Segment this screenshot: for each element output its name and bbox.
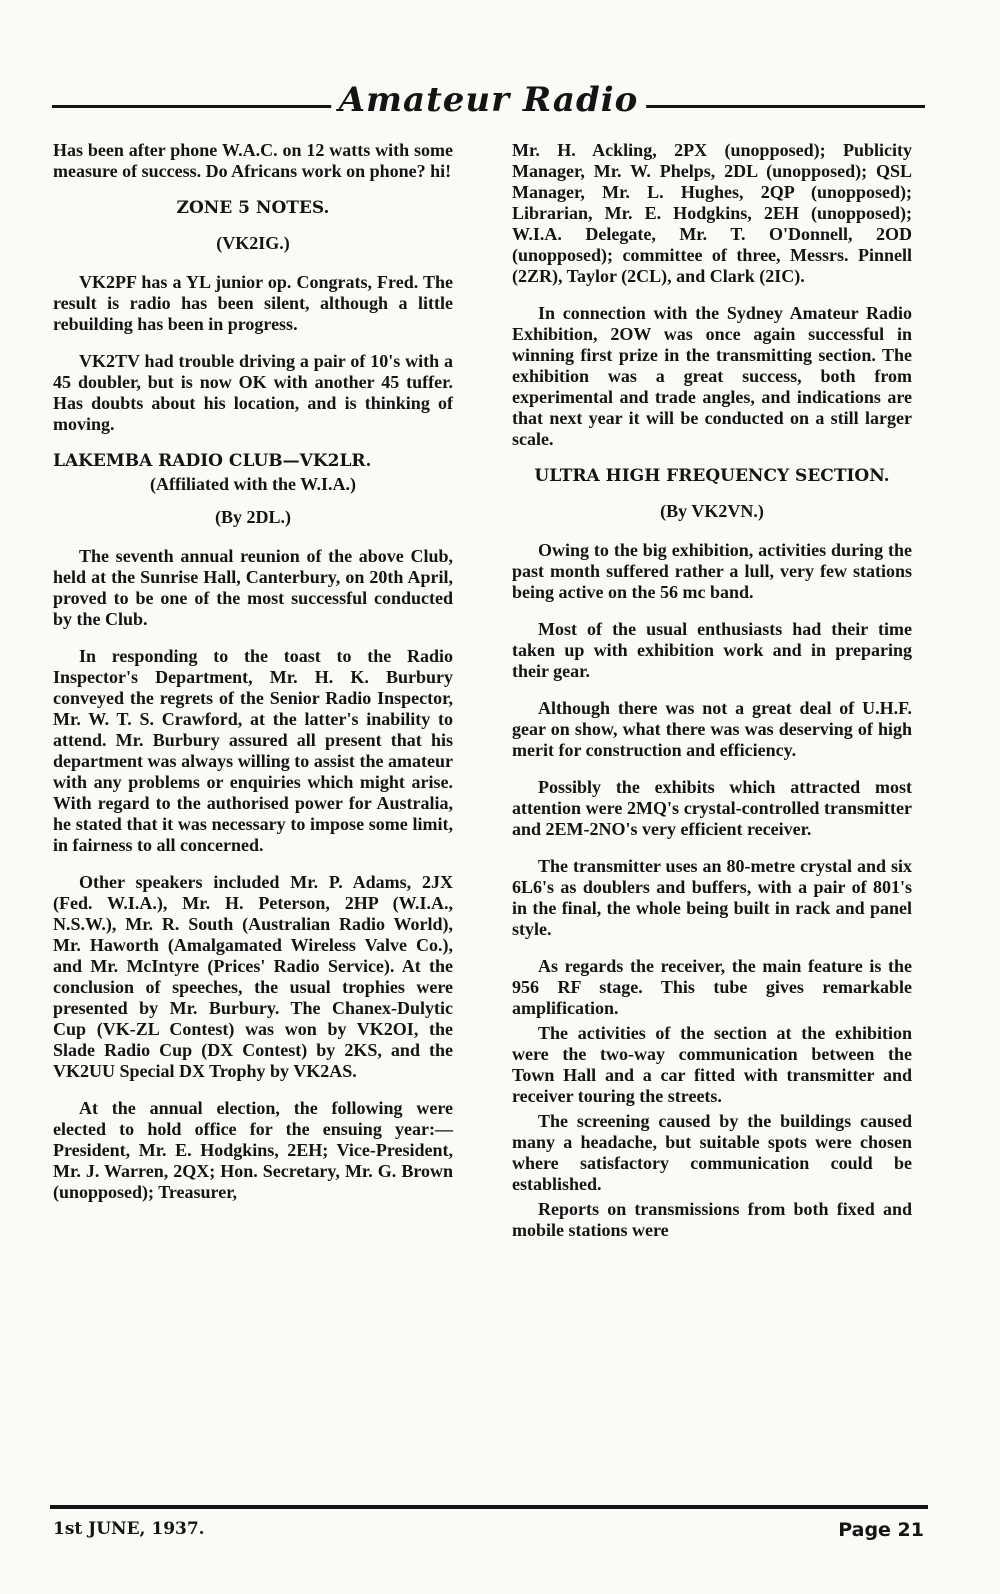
page-number: Page 21 xyxy=(838,1519,924,1541)
footer-rule xyxy=(50,1505,928,1509)
paragraph: Other speakers included Mr. P. Adams, 2JX (Fed. W.I.A.), Mr. H. Peterson, 2HP (W.I.A., N.S.W.), Mr. R. South (Australian Radio World), Mr. Haworth (Amalgamated Wireless Valve Co.), and Mr. McIntyre (Prices' Radio Service). At the conclusion of speeches, the usual trophies were presented by Mr. Burbury. The Chanex-Dulytic Cup (VK-ZL Contest) was won by VK2OI, the Slade Radio Cup (DX Contest) by 2KS, and the VK2UU Special DX Trophy by VK2AS. xyxy=(53,872,453,1081)
affiliation-note: (Affiliated with the W.I.A.) xyxy=(150,474,356,494)
paragraph: At the annual election, the following were elected to hold office for the ensuing year:—President, Mr. E. Hodgkins, 2EH; Vice-President, Mr. J. Warren, 2QX; Hon. Secretary, Mr. G. Brown (unopposed); Treasurer, xyxy=(53,1098,453,1202)
paragraph: Possibly the exhibits which attracted most attention were 2MQ's crystal-controlled transmitter and 2EM-2NO's very efficient receiver. xyxy=(512,777,912,839)
paragraph: Although there was not a great deal of U.H.F. gear on show, what there was was deserving of high merit for construction and efficiency. xyxy=(512,698,912,760)
masthead-title: Amateur Radio xyxy=(331,78,647,122)
paragraph: Has been after phone W.A.C. on 12 watts with some measure of success. Do Africans work on phone? hi! xyxy=(53,140,453,181)
paragraph: In responding to the toast to the Radio Inspector's Department, Mr. H. K. Burbury conveyed the regrets of the Senior Radio Inspector, Mr. W. T. S. Crawford, at the latter's inability to attend. Mr. Burbury assured all present that his department was always willing to assist the amateur with any problems or enquiries which might arise. With regard to the authorised power for Australia, he stated that it was necessary to impose some limit, in fairness to all concerned. xyxy=(53,646,453,855)
paragraph: The screening caused by the buildings caused many a headache, but suitable spots were chosen where satisfactory communication could be established. xyxy=(512,1111,912,1194)
masthead xyxy=(52,78,925,128)
paragraph: VK2PF has a YL junior op. Congrats, Fred. The result is radio has been silent, although a little rebuilding has been in progress. xyxy=(53,272,453,334)
paragraph: In connection with the Sydney Amateur Radio Exhibition, 2OW was once again successful in winning first prize in the transmitting section. The exhibition was a great success, both from experimental and trade angles, and indications are that next year it will be conducted on a still larger scale. xyxy=(512,303,912,449)
paragraph: As regards the receiver, the main feature is the 956 RF stage. This tube gives remarkable amplification. xyxy=(512,956,912,1018)
issue-date: 1st JUNE, 1937. xyxy=(53,1519,205,1539)
paragraph: Mr. H. Ackling, 2PX (unopposed); Publicity Manager, Mr. W. Phelps, 2DL (unopposed); QSL Manager, Mr. L. Hughes, 2QP (unopposed); Librarian, Mr. E. Hodgkins, 2EH (unopposed); W.I.A. Delegate, Mr. T. O'Donnell, 2OD (unopposed); committee of three, Messrs. Pinnell (2ZR), Taylor (2CL), and Clark (2IC). xyxy=(512,140,912,286)
byline: (VK2IG.) xyxy=(216,233,290,253)
byline: (By 2DL.) xyxy=(215,507,291,527)
paragraph: The activities of the section at the exhibition were the two-way communication between the Town Hall and a car fitted with transmitter and receiver touring the streets. xyxy=(512,1023,912,1106)
section-heading-uhf: ULTRA HIGH FREQUENCY SECTION. xyxy=(534,466,890,486)
paragraph: Reports on transmissions from both fixed and mobile stations were xyxy=(512,1199,912,1240)
left-column xyxy=(53,140,453,1219)
section-heading-zone-5: ZONE 5 NOTES. xyxy=(176,198,330,218)
paragraph: Owing to the big exhibition, activities during the past month suffered rather a lull, very few stations being active on the 56 mc band. xyxy=(512,540,912,602)
right-column xyxy=(512,140,912,1245)
paragraph: VK2TV had trouble driving a pair of 10's with a 45 doubler, but is now OK with another 45 tuffer. Has doubts about his location, and is thinking of moving. xyxy=(53,351,453,434)
paragraph: The transmitter uses an 80-metre crystal and six 6L6's as doublers and buffers, with a pair of 801's in the final, the whole being built in rack and panel style. xyxy=(512,856,912,939)
section-heading-lakemba: LAKEMBA RADIO CLUB—VK2LR. xyxy=(53,451,372,471)
paragraph: The seventh annual reunion of the above Club, held at the Sunrise Hall, Canterbury, on 20th April, proved to be one of the most successful conducted by the Club. xyxy=(53,546,453,629)
paragraph: Most of the usual enthusiasts had their time taken up with exhibition work and in preparing their gear. xyxy=(512,619,912,681)
byline: (By VK2VN.) xyxy=(660,501,764,521)
